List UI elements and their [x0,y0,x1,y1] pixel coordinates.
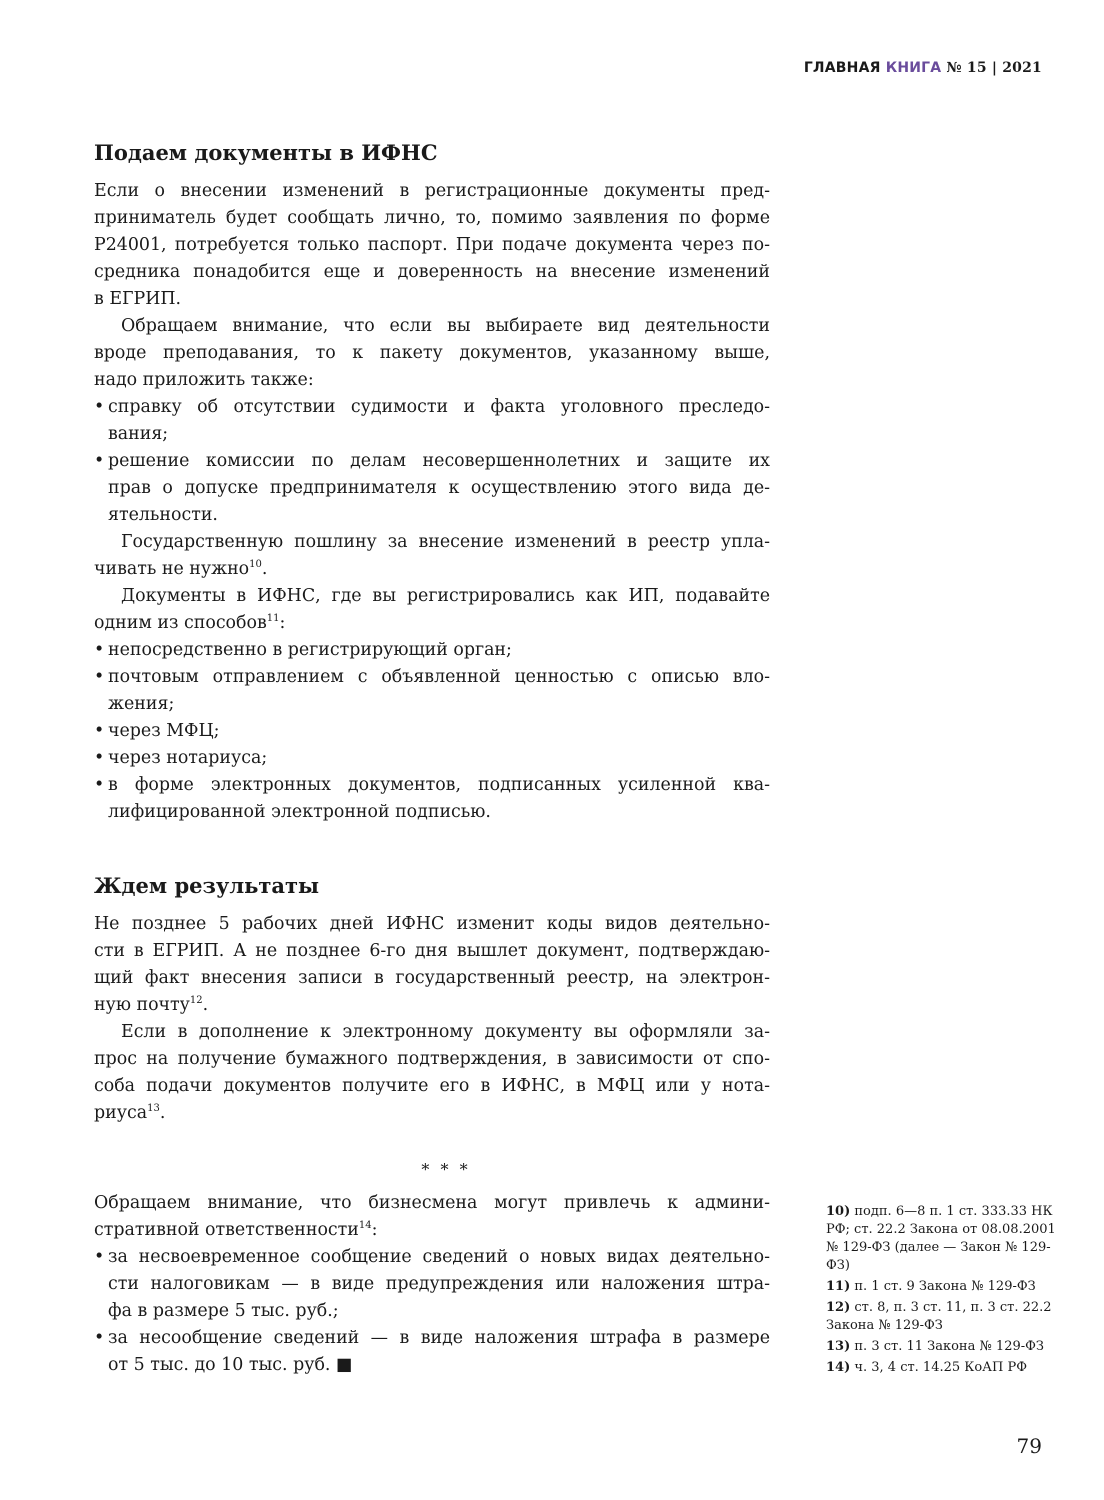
list-item [94,1325,770,1379]
paragraph [94,178,770,313]
line-text: одним из способов [94,613,267,633]
paragraph [94,583,770,637]
text-line [94,1271,770,1298]
text-line [94,1217,770,1244]
line-text: Обращаем внимание, что бизнесмена могут привлечь к админи- [94,1193,770,1213]
list-item [94,745,770,772]
text-line [94,745,770,772]
footnote-text: п. 3 ст. 11 Закона № 129-ФЗ [854,1339,1045,1354]
paragraph [94,911,770,1019]
paragraph [94,313,770,394]
bullet-icon: • [94,748,105,768]
text-line [94,340,770,367]
text-line [94,232,770,259]
section-heading: Ждем результаты [94,873,320,898]
list-item [94,448,770,529]
text-line [94,772,770,799]
footnote-ref: 14 [358,1220,372,1232]
line-text: прав о допуске предпринимателя к осуществлению этого вида де- [108,478,770,498]
footnote-number: 11) [826,1279,851,1294]
text-line [94,1100,770,1127]
line-text: решение комиссии по делам несовершеннолетних и защите их [108,451,770,471]
list-item [94,718,770,745]
footnote-ref: 12 [189,995,203,1007]
issue-number: № 15 | 2021 [946,60,1042,76]
line-text: Если о внесении изменений в регистрационные документы пред- [94,181,770,201]
list-item [94,1244,770,1325]
paragraph [94,529,770,583]
text-line [94,367,770,394]
list-item [94,772,770,826]
text-line [94,610,770,637]
text-line [94,583,770,610]
footnote [826,1278,1066,1296]
footnote-number: 12) [826,1300,851,1315]
line-text: через МФЦ; [108,721,220,741]
list-item [94,637,770,664]
text-line [94,1190,770,1217]
line-text: за несвоевременное сообщение сведений о новых видах деятельно- [108,1247,770,1267]
running-header [804,60,1042,76]
line-text: за несообщение сведений — в виде наложения штрафа в размере [108,1328,770,1348]
footnote [826,1359,1066,1377]
line-text-end: . [159,1103,166,1123]
section-await-results [94,871,770,1127]
text-line [94,1352,770,1379]
line-text: соба подачи документов получите его в ИФНС, в МФЦ или у нота- [94,1076,770,1096]
line-text: щий факт внесения записи в государственный реестр, на электрон- [94,968,770,988]
text-line [94,1325,770,1352]
line-text: справку об отсутствии судимости и факта уголовного преследо- [108,397,770,417]
footnote-text: ч. 3, 4 ст. 14.25 КоАП РФ [854,1360,1028,1375]
line-text: в ЕГРИП. [94,289,182,309]
footnote-ref: 13 [147,1103,160,1115]
line-text: Не позднее 5 рабочих дней ИФНС изменит коды видов деятельно- [94,914,770,934]
bullet-icon: • [94,397,105,417]
text-line [94,475,770,502]
text-line [94,313,770,340]
text-line [94,421,770,448]
footnote-number: 10) [826,1204,851,1219]
text-line [94,1073,770,1100]
line-text: жения; [108,694,175,714]
text-line [94,992,770,1019]
footnote-number: 14) [826,1360,851,1375]
footnote [826,1203,1066,1275]
section-separator: * * * [421,1160,471,1179]
bullet-icon: • [94,775,105,795]
bullet-icon: • [94,1328,105,1348]
text-line [94,938,770,965]
line-text: сти налоговикам — в виде предупреждения или наложения штра- [108,1274,770,1294]
line-text: через нотариуса; [108,748,268,768]
page-number: 79 [1016,1434,1042,1458]
text-line [94,1019,770,1046]
line-text-end: : [371,1220,378,1240]
text-line [94,799,770,826]
line-text: стративной ответственности [94,1220,359,1240]
text-line [94,286,770,313]
text-line [94,205,770,232]
text-line [94,1046,770,1073]
line-text: Обращаем внимание, что если вы выбираете вид деятельности [121,316,770,336]
line-text: чивать не нужно [94,559,250,579]
text-line [94,664,770,691]
bullet-icon: • [94,667,105,687]
text-line [94,448,770,475]
footnote-text: п. 1 ст. 9 Закона № 129-ФЗ [854,1279,1036,1294]
line-text: почтовым отправлением с объявленной ценностью с описью вло- [108,667,770,687]
text-line [94,637,770,664]
line-text: риуса [94,1103,148,1123]
line-text-end: : [279,613,286,633]
text-line [94,178,770,205]
text-line [94,718,770,745]
line-text-end: . [261,559,268,579]
section-heading: Подаем документы в ИФНС [94,140,438,165]
line-text: фа в размере 5 тыс. руб.; [108,1301,339,1321]
text-line [94,259,770,286]
bullet-icon: • [94,1247,105,1267]
text-line [94,911,770,938]
line-text: ятельности. [108,505,218,525]
line-text: приниматель будет сообщать лично, то, помимо заявления по форме [94,208,770,228]
footnote-ref: 11 [266,613,280,625]
text-line [94,965,770,992]
brand-accent: КНИГА [885,60,942,76]
paragraph [94,1190,770,1244]
line-text: непосредственно в регистрирующий орган; [108,640,512,660]
line-text: вания; [108,424,169,444]
section-submit-documents [94,138,770,826]
line-text: лифицированной электронной подписью. [108,802,491,822]
list-item [94,394,770,448]
line-text: Государственную пошлину за внесение изменений в реестр упла- [121,532,770,552]
line-text: в форме электронных документов, подписанных усиленной ква- [108,775,770,795]
text-line [94,1298,770,1325]
footnote-text: ст. 8, п. 3 ст. 11, п. 3 ст. 22.2 Закона № 129-ФЗ [826,1300,1052,1333]
footnote-number: 13) [826,1339,851,1354]
paragraph [94,1019,770,1127]
footnote-ref: 10 [249,559,262,571]
text-line [94,691,770,718]
text-line [94,502,770,529]
footnote [826,1299,1066,1335]
bullet-icon: • [94,640,105,660]
list-item [94,664,770,718]
line-text: Если в дополнение к электронному документу вы оформляли за- [121,1022,770,1042]
footnote [826,1338,1066,1356]
line-text: средника понадобится еще и доверенность на внесение изменений [94,262,770,282]
text-line [94,529,770,556]
line-text: Документы в ИФНС, где вы регистрировались как ИП, подавайте [121,586,770,606]
section-liability [94,1160,770,1379]
bullet-icon: • [94,451,105,471]
footnote-text: подп. 6—8 п. 1 ст. 333.33 НК РФ; ст. 22.2 Закона от 08.08.2001 № 129-ФЗ (далее — Закон № 129-ФЗ) [826,1204,1056,1273]
text-line [94,394,770,421]
line-text: сти в ЕГРИП. А не позднее 6-го дня вышлет документ, подтверждаю- [94,941,770,961]
text-line [94,556,770,583]
line-text: надо приложить также: [94,370,314,390]
brand-main: ГЛАВНАЯ [803,60,881,76]
line-text: вроде преподавания, то к пакету документов, указанному выше, [94,343,770,363]
line-text: от 5 тыс. до 10 тыс. руб. ■ [108,1355,353,1375]
line-text-end: . [202,995,209,1015]
footnotes [826,1203,1066,1380]
text-line [94,1244,770,1271]
line-text: Р24001, потребуется только паспорт. При подаче документа через по- [94,235,770,255]
line-text: ную почту [94,995,190,1015]
line-text: прос на получение бумажного подтверждения, в зависимости от спо- [94,1049,770,1069]
bullet-icon: • [94,721,105,741]
